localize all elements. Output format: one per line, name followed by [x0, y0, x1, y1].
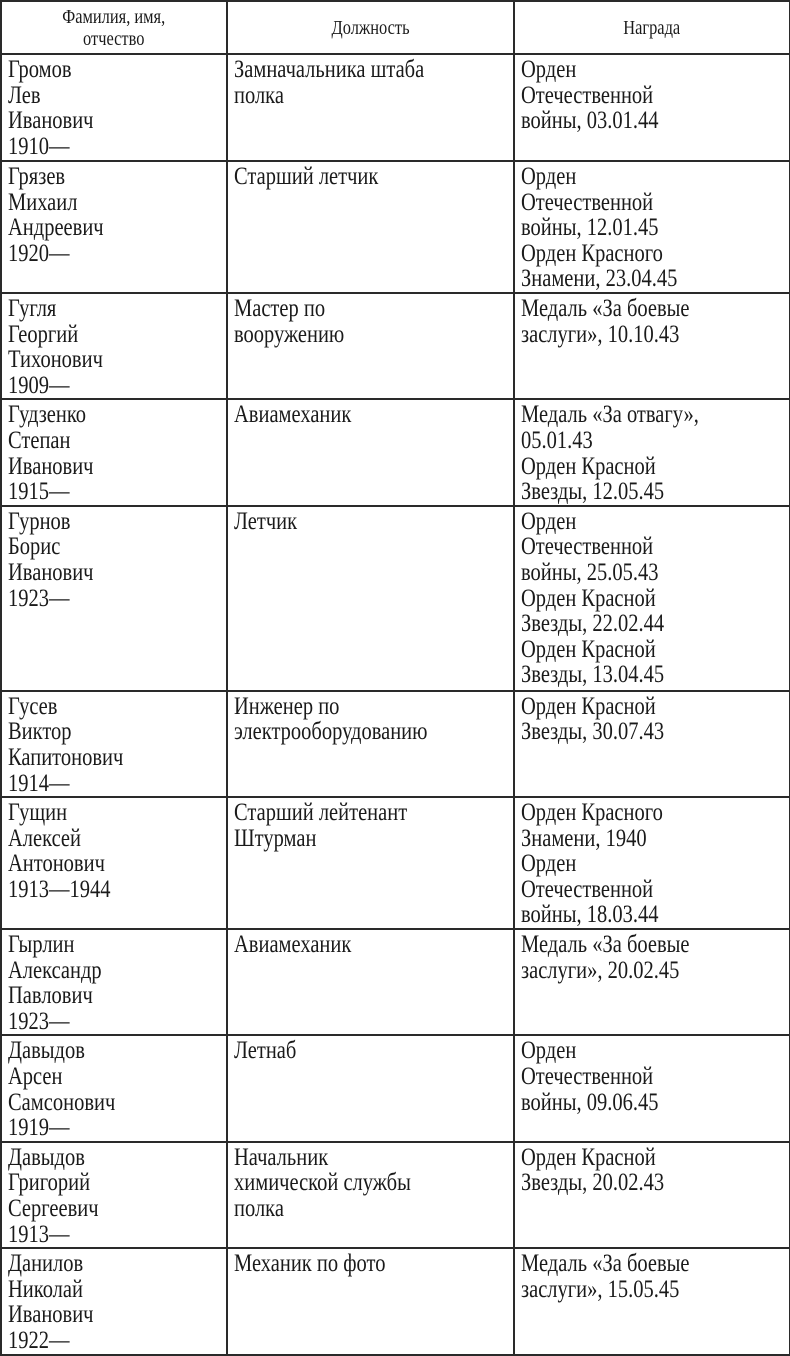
table-row [1, 54, 790, 161]
award-line: Орден [521, 507, 577, 535]
award-cell-text [521, 1251, 736, 1302]
name-line: Давыдов [8, 1143, 85, 1171]
award-line: войны, 09.06.45 [521, 1088, 659, 1116]
position-cell [227, 691, 514, 797]
award-cell-text [521, 694, 736, 745]
award-line: Звезды, 22.02.44 [521, 610, 665, 638]
name-cell [1, 1248, 227, 1354]
position-cell [227, 399, 514, 505]
position-cell [227, 161, 514, 293]
award-line: войны, 25.05.43 [521, 558, 659, 586]
header-position-label: Должность [331, 16, 410, 39]
position-line: Авиамеханик [234, 401, 352, 429]
award-cell [514, 929, 790, 1035]
name-line: 1915— [8, 478, 70, 506]
award-cell [514, 691, 790, 797]
award-line: Орден Красного [521, 799, 663, 827]
award-cell [514, 54, 790, 161]
award-line: Орден [521, 56, 577, 83]
award-cell-text [521, 57, 736, 134]
award-cell-text [521, 932, 736, 983]
name-line: Александр [8, 956, 102, 984]
name-cell-text [8, 509, 182, 611]
name-cell-text [8, 57, 182, 159]
award-line: войны, 18.03.44 [521, 901, 659, 929]
award-line: войны, 03.01.44 [521, 107, 659, 135]
award-cell [514, 293, 790, 399]
name-line: Григорий [8, 1169, 91, 1197]
table-row [1, 1248, 790, 1354]
position-line: химической службы [234, 1169, 411, 1197]
position-cell [227, 797, 514, 929]
name-line: Иванович [8, 1301, 94, 1329]
name-cell-text [8, 164, 182, 266]
table-body [1, 54, 790, 1355]
name-line: Самсонович [8, 1088, 116, 1116]
position-cell [227, 1035, 514, 1141]
award-cell-text [521, 164, 736, 292]
name-line: 1920— [8, 239, 70, 267]
name-line: 1913—1944 [8, 875, 111, 903]
name-line: Сергеевич [8, 1195, 99, 1223]
award-line: Медаль «За боевые [521, 294, 690, 322]
position-cell [227, 54, 514, 161]
position-line: Штурман [234, 824, 317, 852]
name-cell [1, 54, 227, 161]
name-line: Громов [8, 56, 72, 83]
name-line: Борис [8, 533, 61, 561]
name-cell-text [8, 800, 182, 902]
award-line: заслуги», 10.10.43 [521, 320, 680, 348]
position-line: вооружению [234, 320, 345, 348]
award-line: Медаль «За боевые [521, 1250, 690, 1278]
position-line: Летнаб [234, 1037, 297, 1065]
award-line: Орден Красной [521, 452, 656, 480]
header-name-line: отчество [83, 27, 145, 50]
award-line: Отечественной [521, 875, 654, 903]
position-cell-text [234, 1251, 458, 1277]
award-line: Орден [521, 850, 577, 878]
name-line: 1923— [8, 1007, 70, 1035]
name-line: 1922— [8, 1327, 70, 1354]
position-cell-text [234, 164, 458, 190]
position-cell [227, 1142, 514, 1248]
name-line: 1910— [8, 132, 70, 160]
name-cell-text [8, 932, 182, 1034]
table-row [1, 506, 790, 691]
award-line: Отечественной [521, 533, 654, 561]
award-cell [514, 506, 790, 691]
name-line: Давыдов [8, 1037, 85, 1065]
award-cell [514, 1035, 790, 1141]
table-row [1, 161, 790, 293]
position-cell-text [234, 694, 458, 745]
award-cell-text [521, 1038, 736, 1115]
award-cell-text [521, 800, 736, 928]
name-line: Николай [8, 1275, 83, 1303]
award-line: Орден [521, 163, 577, 190]
award-line: Звезды, 20.02.43 [521, 1169, 665, 1197]
name-line: Михаил [8, 188, 78, 216]
name-line: Иванович [8, 107, 94, 135]
name-line: Тихонович [8, 346, 103, 374]
header-name-line: Фамилия, имя, [62, 5, 166, 28]
name-cell [1, 691, 227, 797]
name-line: Арсен [8, 1063, 63, 1091]
position-line: Мастер по [234, 294, 326, 322]
header-row [1, 1, 790, 54]
award-line: заслуги», 15.05.45 [521, 1275, 680, 1303]
position-cell [227, 1248, 514, 1354]
award-line: Орден Красного [521, 239, 663, 267]
name-line: Иванович [8, 558, 94, 586]
name-cell [1, 797, 227, 929]
position-cell-text [234, 509, 458, 535]
table-row [1, 293, 790, 399]
position-cell-text [234, 296, 458, 347]
award-line: заслуги», 20.02.45 [521, 956, 680, 984]
position-line: Замначальника штаба [234, 56, 425, 83]
award-line: Звезды, 12.05.45 [521, 478, 665, 506]
award-line: Звезды, 30.07.43 [521, 718, 665, 746]
position-cell-text [234, 57, 458, 108]
table-row [1, 399, 790, 505]
header-award-label: Награда [623, 16, 681, 39]
position-line: Авиамеханик [234, 931, 352, 959]
name-cell-text [8, 1038, 182, 1140]
name-cell [1, 293, 227, 399]
position-line: Старший лейтенант [234, 799, 408, 827]
name-line: 1909— [8, 371, 70, 399]
header-name [1, 1, 227, 54]
award-cell [514, 797, 790, 929]
position-line: Летчик [234, 507, 298, 535]
award-line: Знамени, 23.04.45 [521, 265, 678, 293]
award-line: Отечественной [521, 188, 654, 216]
name-line: Георгий [8, 320, 79, 348]
award-cell-text [521, 296, 736, 347]
award-line: Отечественной [521, 1063, 654, 1091]
position-line: Механик по фото [234, 1250, 386, 1278]
position-cell [227, 506, 514, 691]
award-line: Медаль «За отвагу», [521, 401, 699, 429]
name-line: Виктор [8, 718, 72, 746]
position-line: полка [234, 81, 284, 109]
name-cell [1, 399, 227, 505]
table-row [1, 1035, 790, 1141]
position-cell-text [234, 932, 458, 958]
name-cell [1, 1142, 227, 1248]
award-cell [514, 161, 790, 293]
name-cell [1, 506, 227, 691]
award-cell [514, 399, 790, 505]
award-line: Орден [521, 1037, 577, 1065]
name-line: Капитонович [8, 743, 124, 771]
position-line: полка [234, 1195, 284, 1223]
name-line: Данилов [8, 1250, 84, 1278]
award-cell [514, 1248, 790, 1354]
position-cell [227, 293, 514, 399]
position-cell-text [234, 402, 458, 428]
award-line: 05.01.43 [521, 426, 593, 454]
name-cell-text [8, 1251, 182, 1353]
award-line: Медаль «За боевые [521, 931, 690, 959]
name-line: Лев [8, 81, 41, 109]
name-line: 1923— [8, 584, 70, 612]
table-header [1, 1, 790, 54]
table-row [1, 691, 790, 797]
table-row [1, 929, 790, 1035]
header-award [514, 1, 790, 54]
name-line: Алексей [8, 824, 82, 852]
table-row [1, 1142, 790, 1248]
name-line: 1919— [8, 1114, 70, 1142]
position-cell-text [234, 1145, 458, 1222]
name-line: Гусев [8, 692, 58, 720]
name-line: Гущин [8, 799, 68, 827]
name-cell-text [8, 402, 182, 504]
award-line: Орден Красной [521, 692, 656, 720]
name-line: Антонович [8, 850, 105, 878]
name-line: Гугля [8, 294, 57, 322]
award-line: Орден Красной [521, 584, 656, 612]
position-line: Начальник [234, 1143, 329, 1171]
position-line: Старший летчик [234, 163, 379, 190]
position-cell-text [234, 800, 458, 851]
award-cell-text [521, 1145, 736, 1196]
award-line: Орден Красной [521, 1143, 656, 1171]
name-cell-text [8, 694, 182, 796]
award-cell-text [521, 509, 736, 688]
name-cell [1, 161, 227, 293]
award-line: Звезды, 13.04.45 [521, 661, 665, 689]
position-cell [227, 929, 514, 1035]
name-line: Грязев [8, 163, 66, 190]
award-line: Орден Красной [521, 635, 656, 663]
award-cell-text [521, 402, 736, 504]
name-cell [1, 1035, 227, 1141]
award-cell [514, 1142, 790, 1248]
position-line: Инженер по [234, 692, 340, 720]
name-line: Гырлин [8, 931, 75, 959]
name-line: Степан [8, 426, 71, 454]
position-cell-text [234, 1038, 458, 1064]
name-line: Иванович [8, 452, 94, 480]
name-cell-text [8, 1145, 182, 1247]
name-cell [1, 929, 227, 1035]
name-line: Гудзенко [8, 401, 87, 429]
name-cell-text [8, 296, 182, 398]
name-line: Гурнов [8, 507, 71, 535]
name-line: 1914— [8, 769, 70, 797]
name-line: Павлович [8, 982, 93, 1010]
name-line: 1913— [8, 1220, 70, 1248]
award-line: войны, 12.01.45 [521, 214, 659, 242]
award-line: Знамени, 1940 [521, 824, 647, 852]
award-line: Отечественной [521, 81, 654, 109]
table-row [1, 797, 790, 929]
name-line: Андреевич [8, 214, 104, 242]
position-line: электрооборудованию [234, 718, 428, 746]
header-position [227, 1, 514, 54]
